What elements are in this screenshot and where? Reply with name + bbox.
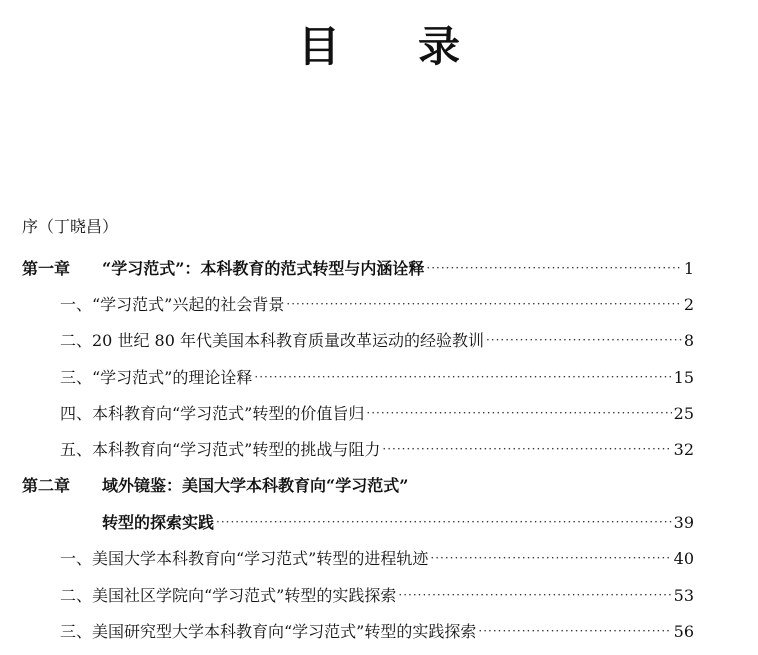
toc-section[interactable] xyxy=(60,546,694,569)
chapter-number: 第二章 xyxy=(22,476,71,495)
toc-chapter-2[interactable] xyxy=(102,510,694,533)
page-number: 1 xyxy=(683,259,694,278)
section-title: 四、本科教育向“学习范式”转型的价值旨归 xyxy=(60,404,365,423)
leader-dots xyxy=(478,624,671,638)
section-title: 三、“学习范式”的理论诠释 xyxy=(60,368,253,387)
leader-dots xyxy=(216,515,672,529)
page-number: 32 xyxy=(673,440,694,459)
title-char-2: 录 xyxy=(418,22,461,71)
section-title: 一、“学习范式”兴起的社会背景 xyxy=(60,295,285,314)
section-title: 五、本科教育向“学习范式”转型的挑战与阻力 xyxy=(60,440,381,459)
toc-chapter-1[interactable] xyxy=(22,256,694,279)
toc-section[interactable] xyxy=(60,365,694,388)
toc-section[interactable] xyxy=(60,583,694,606)
leader-dots xyxy=(366,406,671,420)
chapter-title-continued: 转型的探索实践 xyxy=(102,513,215,532)
toc-section[interactable] xyxy=(60,619,694,642)
leader-dots xyxy=(382,442,671,456)
section-title: 一、美国大学本科教育向“学习范式”转型的进程轨迹 xyxy=(60,549,429,568)
toc-section[interactable] xyxy=(60,437,694,460)
section-title: 三、美国研究型大学本科教育向“学习范式”转型的实践探索 xyxy=(60,622,477,641)
toc-preface[interactable]: 序（丁晓昌） xyxy=(22,217,119,236)
page-number: 25 xyxy=(673,404,694,423)
leader-dots xyxy=(398,588,671,602)
section-title: 二、20 世纪 80 年代美国本科教育质量改革运动的经验教训 xyxy=(60,331,484,350)
title-char-1: 目 xyxy=(297,22,340,71)
toc-section[interactable] xyxy=(60,292,694,315)
chapter-title: “学习范式”：本科教育的范式转型与内涵诠释 xyxy=(102,259,425,278)
toc-section[interactable] xyxy=(60,328,694,351)
chapter-number: 第一章 xyxy=(22,259,71,278)
leader-dots xyxy=(254,370,671,384)
leader-dots xyxy=(486,333,682,347)
section-title: 二、美国社区学院向“学习范式”转型的实践探索 xyxy=(60,586,397,605)
page-number: 40 xyxy=(673,549,694,568)
chapter-title: 域外镜鉴：美国大学本科教育向“学习范式” xyxy=(102,476,409,495)
page-number: 53 xyxy=(673,586,694,605)
page-number: 15 xyxy=(673,368,694,387)
toc-section[interactable] xyxy=(60,401,694,424)
page-number: 2 xyxy=(683,295,694,314)
page-number: 8 xyxy=(683,331,694,350)
toc-chapter-2-heading[interactable] xyxy=(22,473,408,496)
leader-dots xyxy=(426,261,681,275)
page-number: 56 xyxy=(673,622,694,641)
page-number: 39 xyxy=(673,513,694,532)
leader-dots xyxy=(430,551,671,565)
leader-dots xyxy=(286,297,681,311)
page-title xyxy=(0,14,758,74)
